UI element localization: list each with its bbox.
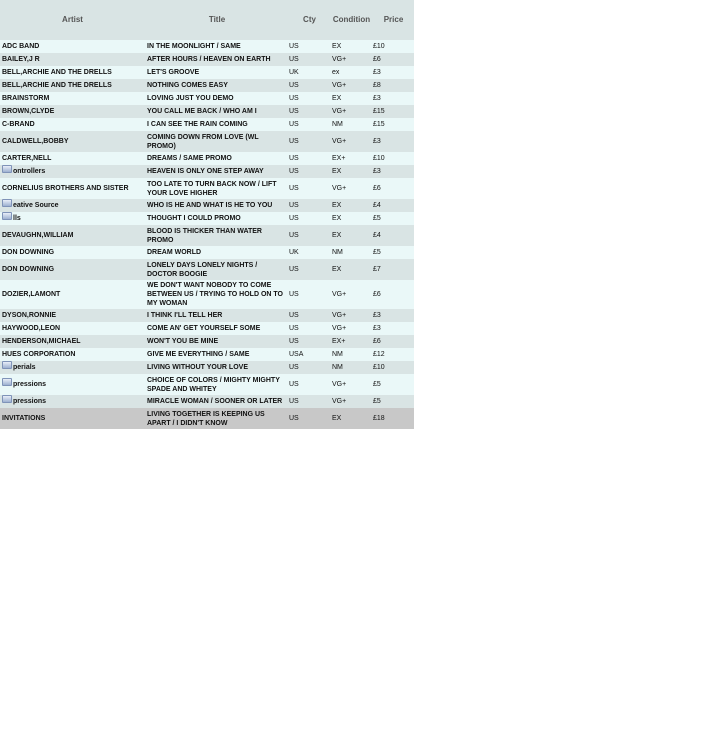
price-cell: £6 [371,178,414,199]
artist-name: BELL,ARCHIE AND THE DRELLS [2,82,112,89]
price-cell: £18 [371,408,414,429]
image-placeholder-icon [2,165,12,173]
condition-cell: VG+ [330,53,371,66]
condition-cell: VG+ [330,79,371,92]
country-cell: US [287,212,330,225]
table-row[interactable] [0,335,414,348]
country-cell: US [287,395,330,408]
country-cell: US [287,79,330,92]
condition-cell: NM [330,246,371,259]
image-placeholder-icon [2,378,12,386]
price-cell: £10 [371,361,414,374]
condition-cell: EX+ [330,335,371,348]
country-cell: US [287,225,330,246]
artist-cell [0,374,145,395]
country-cell: US [287,361,330,374]
artist-name: HUES CORPORATION [2,351,76,358]
price-cell: £7 [371,259,414,280]
country-cell: US [287,53,330,66]
header-cty[interactable]: Cty [287,0,330,38]
condition-cell: VG+ [330,105,371,118]
table-row[interactable] [0,118,414,131]
artist-name: ontrollers [13,168,46,175]
condition-cell: EX [330,225,371,246]
artist-cell [0,178,145,199]
header-title[interactable]: Title [145,0,287,38]
price-cell: £15 [371,118,414,131]
artist-cell [0,165,145,178]
records-table [0,0,414,429]
table-row[interactable] [0,199,414,212]
country-cell: US [287,178,330,199]
price-cell: £12 [371,348,414,361]
condition-cell: ex [330,66,371,79]
condition-cell: EX+ [330,152,371,165]
country-cell: US [287,335,330,348]
table-row[interactable] [0,165,414,178]
table-row[interactable] [0,92,414,105]
country-cell: US [287,118,330,131]
country-cell: US [287,131,330,152]
image-placeholder-icon [2,395,12,403]
title-cell: NOTHING COMES EASY [145,79,287,92]
title-cell: GIVE ME EVERYTHING / SAME [145,348,287,361]
price-cell: £3 [371,92,414,105]
country-cell: US [287,309,330,322]
price-cell: £4 [371,225,414,246]
table-row[interactable] [0,246,414,259]
title-cell: DREAMS / SAME PROMO [145,152,287,165]
country-cell: US [287,199,330,212]
artist-name: DYSON,RONNIE [2,312,57,319]
condition-cell: VG+ [330,395,371,408]
artist-name: DON DOWNING [2,266,55,273]
condition-cell: NM [330,118,371,131]
artist-cell [0,348,145,361]
artist-cell [0,309,145,322]
price-cell: £5 [371,212,414,225]
country-cell: US [287,280,330,309]
price-cell: £3 [371,66,414,79]
country-cell: US [287,92,330,105]
condition-cell: NM [330,348,371,361]
title-cell: HEAVEN IS ONLY ONE STEP AWAY [145,165,287,178]
title-cell: YOU CALL ME BACK / WHO AM I [145,105,287,118]
table-row[interactable] [0,225,414,246]
country-cell: US [287,105,330,118]
price-cell: £3 [371,322,414,335]
artist-name: BAILEY,J R [2,56,40,63]
artist-cell [0,335,145,348]
artist-name: CORNELIUS BROTHERS AND SISTER [2,185,129,192]
title-cell: LOVING JUST YOU DEMO [145,92,287,105]
country-cell: US [287,322,330,335]
country-cell: US [287,408,330,429]
title-cell: LONELY DAYS LONELY NIGHTS / DOCTOR BOOGIE [145,259,287,280]
condition-cell: VG+ [330,280,371,309]
price-cell: £3 [371,165,414,178]
title-cell: LET'S GROOVE [145,66,287,79]
table-row[interactable] [0,259,414,280]
image-placeholder-icon [2,361,12,369]
artist-name: C-BRAND [2,121,35,128]
header-artist[interactable]: Artist [0,0,145,38]
header-condition[interactable]: Condition [330,0,371,38]
artist-name: HAYWOOD,LEON [2,325,61,332]
artist-cell [0,118,145,131]
title-cell: MIRACLE WOMAN / SOONER OR LATER [145,395,287,408]
artist-cell [0,259,145,280]
title-cell: I CAN SEE THE RAIN COMING [145,118,287,131]
table-row[interactable] [0,131,414,152]
artist-name: HENDERSON,MICHAEL [2,338,81,345]
title-cell: AFTER HOURS / HEAVEN ON EARTH [145,53,287,66]
title-cell: WON'T YOU BE MINE [145,335,287,348]
artist-cell [0,40,145,53]
table-row[interactable] [0,309,414,322]
table-row[interactable] [0,79,414,92]
condition-cell: EX [330,199,371,212]
title-cell: LIVING TOGETHER IS KEEPING US APART / I DIDN'T KNOW [145,408,287,429]
condition-cell: EX [330,259,371,280]
condition-cell: VG+ [330,178,371,199]
table-row[interactable] [0,322,414,335]
country-cell: US [287,165,330,178]
artist-name: BRAINSTORM [2,95,50,102]
artist-cell [0,212,145,225]
price-cell: £6 [371,335,414,348]
condition-cell: VG+ [330,322,371,335]
table-row[interactable] [0,374,414,395]
table-row[interactable] [0,40,414,53]
price-cell: £5 [371,246,414,259]
table-row[interactable] [0,280,414,309]
artist-name: CALDWELL,BOBBY [2,138,69,145]
country-cell: US [287,40,330,53]
title-cell: BLOOD IS THICKER THAN WATER PROMO [145,225,287,246]
title-cell: WHO IS HE AND WHAT IS HE TO YOU [145,199,287,212]
artist-name: pressions [13,398,47,405]
table-row[interactable] [0,178,414,199]
price-cell: £8 [371,79,414,92]
country-cell: UK [287,246,330,259]
title-cell: IN THE MOONLIGHT / SAME [145,40,287,53]
artist-cell [0,280,145,309]
artist-cell [0,92,145,105]
artist-name: BELL,ARCHIE AND THE DRELLS [2,69,112,76]
price-cell: £6 [371,280,414,309]
artist-name: DON DOWNING [2,249,55,256]
country-cell: US [287,152,330,165]
artist-cell [0,408,145,429]
condition-cell: NM [330,361,371,374]
artist-cell [0,322,145,335]
country-cell: US [287,259,330,280]
artist-cell [0,79,145,92]
header-row [0,0,414,38]
table-row[interactable] [0,348,414,361]
condition-cell: VG+ [330,374,371,395]
condition-cell: EX [330,92,371,105]
title-cell: THOUGHT I COULD PROMO [145,212,287,225]
country-cell: UK [287,66,330,79]
artist-name: lls [13,215,21,222]
artist-cell [0,395,145,408]
artist-name: CARTER,NELL [2,155,52,162]
table-row[interactable] [0,408,414,429]
price-cell: £5 [371,395,414,408]
price-cell: £4 [371,199,414,212]
artist-cell [0,131,145,152]
table-row[interactable] [0,152,414,165]
condition-cell: EX [330,165,371,178]
title-cell: CHOICE OF COLORS / MIGHTY MIGHTY SPADE AND WHITEY [145,374,287,395]
artist-name: eative Source [13,202,59,209]
artist-name: DOZIER,LAMONT [2,291,61,298]
price-cell: £3 [371,309,414,322]
title-cell: DREAM WORLD [145,246,287,259]
artist-name: BROWN,CLYDE [2,108,55,115]
condition-cell: VG+ [330,131,371,152]
artist-name: perials [13,364,36,371]
country-cell: USA [287,348,330,361]
table-row[interactable] [0,395,414,408]
table-row[interactable] [0,105,414,118]
artist-cell [0,225,145,246]
artist-cell [0,246,145,259]
table-row[interactable] [0,212,414,225]
title-cell: TOO LATE TO TURN BACK NOW / LIFT YOUR LOVE HIGHER [145,178,287,199]
artist-cell [0,152,145,165]
table-row[interactable] [0,66,414,79]
country-cell: US [287,374,330,395]
title-cell: LIVING WITHOUT YOUR LOVE [145,361,287,374]
image-placeholder-icon [2,212,12,220]
condition-cell: EX [330,40,371,53]
price-cell: £6 [371,53,414,66]
artist-cell [0,105,145,118]
artist-cell [0,199,145,212]
artist-name: ADC BAND [2,43,40,50]
price-cell: £3 [371,131,414,152]
artist-cell [0,53,145,66]
header-price[interactable]: Price [371,0,414,38]
artist-name: DEVAUGHN,WILLIAM [2,232,74,239]
price-cell: £5 [371,374,414,395]
title-cell: I THINK I'LL TELL HER [145,309,287,322]
condition-cell: EX [330,408,371,429]
artist-name: INVITATIONS [2,415,46,422]
price-cell: £10 [371,40,414,53]
title-cell: COMING DOWN FROM LOVE (WL PROMO) [145,131,287,152]
table-row[interactable] [0,53,414,66]
price-cell: £15 [371,105,414,118]
title-cell: COME AN' GET YOURSELF SOME [145,322,287,335]
title-cell: WE DON'T WANT NOBODY TO COME BETWEEN US / TRYING TO HOLD ON TO MY WOMAN [145,280,287,309]
table-row[interactable] [0,361,414,374]
condition-cell: VG+ [330,309,371,322]
image-placeholder-icon [2,199,12,207]
price-cell: £10 [371,152,414,165]
condition-cell: EX [330,212,371,225]
artist-cell [0,66,145,79]
artist-cell [0,361,145,374]
artist-name: pressions [13,381,47,388]
